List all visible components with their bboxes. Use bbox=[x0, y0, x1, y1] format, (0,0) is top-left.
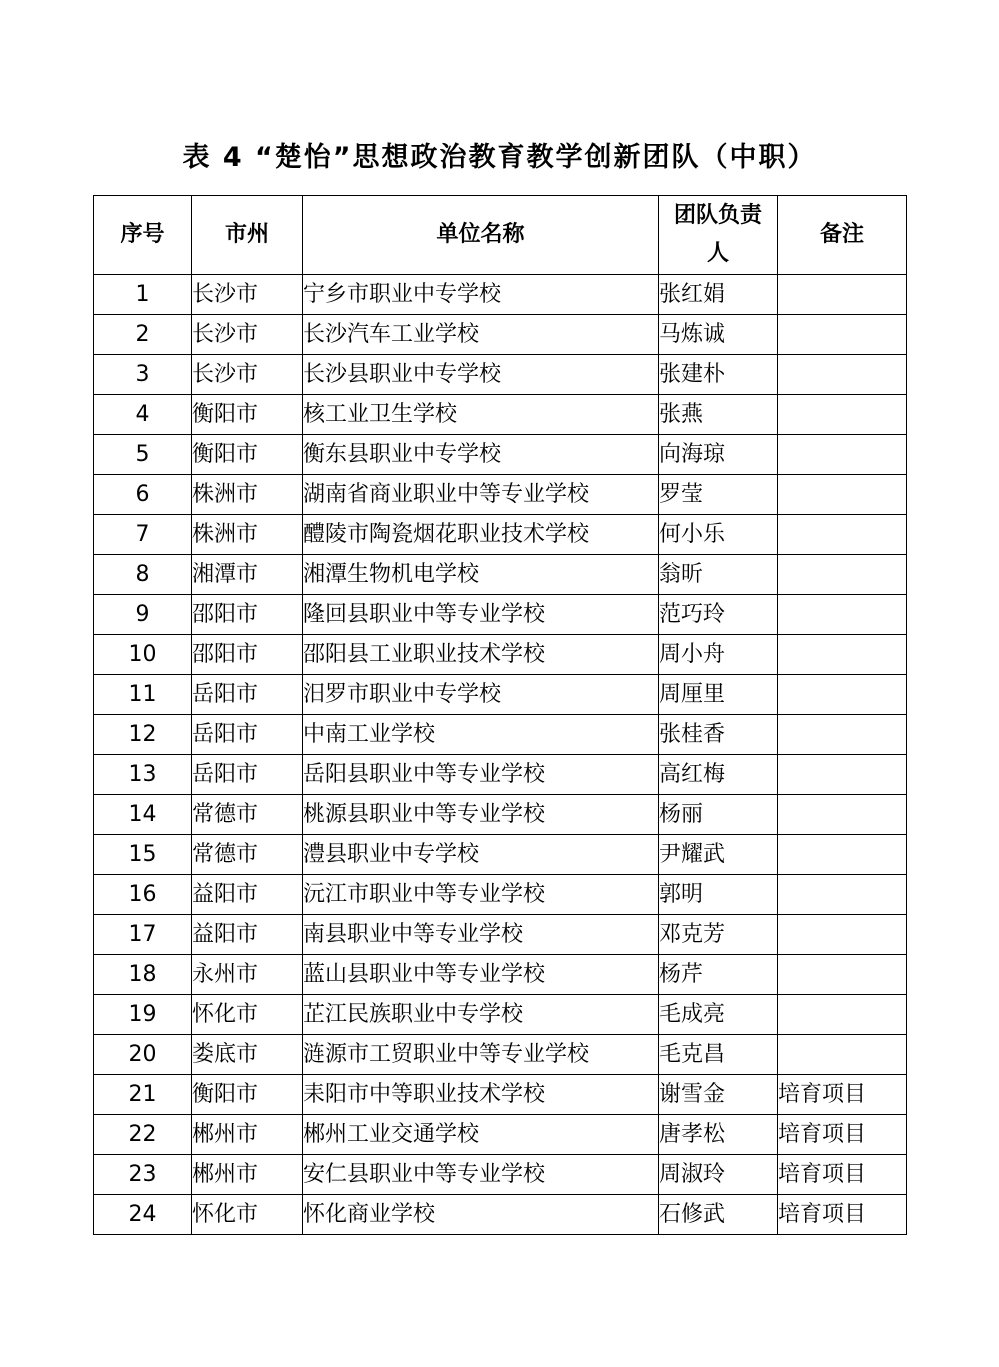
table-row bbox=[94, 635, 907, 675]
table-row bbox=[94, 1195, 907, 1235]
cell-unit: 怀化商业学校 bbox=[303, 1195, 659, 1235]
table-row bbox=[94, 435, 907, 475]
cell-no: 10 bbox=[94, 635, 192, 675]
cell-leader: 毛成亮 bbox=[659, 995, 778, 1035]
cell-leader: 张建朴 bbox=[659, 355, 778, 395]
table-row bbox=[94, 395, 907, 435]
table-row bbox=[94, 755, 907, 795]
table-header-row bbox=[94, 196, 907, 275]
cell-note bbox=[778, 955, 907, 995]
cell-leader: 杨丽 bbox=[659, 795, 778, 835]
table-row bbox=[94, 355, 907, 395]
table-row bbox=[94, 475, 907, 515]
table-row bbox=[94, 275, 907, 315]
cell-city: 岳阳市 bbox=[192, 675, 303, 715]
cell-city: 怀化市 bbox=[192, 995, 303, 1035]
cell-note bbox=[778, 675, 907, 715]
cell-city: 常德市 bbox=[192, 835, 303, 875]
cell-unit: 南县职业中等专业学校 bbox=[303, 915, 659, 955]
cell-city: 娄底市 bbox=[192, 1035, 303, 1075]
cell-city: 怀化市 bbox=[192, 1195, 303, 1235]
cell-unit: 湖南省商业职业中等专业学校 bbox=[303, 475, 659, 515]
cell-unit: 岳阳县职业中等专业学校 bbox=[303, 755, 659, 795]
cell-note: 培育项目 bbox=[778, 1115, 907, 1155]
cell-unit: 澧县职业中专学校 bbox=[303, 835, 659, 875]
cell-no: 16 bbox=[94, 875, 192, 915]
cell-no: 8 bbox=[94, 555, 192, 595]
cell-note bbox=[778, 275, 907, 315]
cell-leader: 谢雪金 bbox=[659, 1075, 778, 1115]
cell-no: 23 bbox=[94, 1155, 192, 1195]
header-no: 序号 bbox=[94, 196, 192, 275]
cell-unit: 中南工业学校 bbox=[303, 715, 659, 755]
cell-unit: 郴州工业交通学校 bbox=[303, 1115, 659, 1155]
cell-leader: 向海琼 bbox=[659, 435, 778, 475]
cell-no: 7 bbox=[94, 515, 192, 555]
cell-leader: 高红梅 bbox=[659, 755, 778, 795]
cell-unit: 蓝山县职业中等专业学校 bbox=[303, 955, 659, 995]
cell-leader: 张桂香 bbox=[659, 715, 778, 755]
cell-no: 6 bbox=[94, 475, 192, 515]
team-table bbox=[93, 195, 907, 1235]
cell-unit: 桃源县职业中等专业学校 bbox=[303, 795, 659, 835]
cell-unit: 醴陵市陶瓷烟花职业技术学校 bbox=[303, 515, 659, 555]
cell-leader: 尹耀武 bbox=[659, 835, 778, 875]
cell-leader: 范巧玲 bbox=[659, 595, 778, 635]
cell-no: 14 bbox=[94, 795, 192, 835]
table-row bbox=[94, 1035, 907, 1075]
table-row bbox=[94, 995, 907, 1035]
cell-city: 郴州市 bbox=[192, 1115, 303, 1155]
cell-note bbox=[778, 835, 907, 875]
table-row bbox=[94, 875, 907, 915]
cell-note bbox=[778, 795, 907, 835]
cell-leader: 罗莹 bbox=[659, 475, 778, 515]
cell-no: 2 bbox=[94, 315, 192, 355]
cell-no: 22 bbox=[94, 1115, 192, 1155]
cell-leader: 杨芹 bbox=[659, 955, 778, 995]
cell-no: 11 bbox=[94, 675, 192, 715]
cell-note: 培育项目 bbox=[778, 1155, 907, 1195]
cell-unit: 衡东县职业中专学校 bbox=[303, 435, 659, 475]
table-row bbox=[94, 955, 907, 995]
cell-note bbox=[778, 1035, 907, 1075]
cell-leader: 毛克昌 bbox=[659, 1035, 778, 1075]
cell-leader: 周淑玲 bbox=[659, 1155, 778, 1195]
cell-note bbox=[778, 555, 907, 595]
cell-leader: 马炼诚 bbox=[659, 315, 778, 355]
cell-note bbox=[778, 315, 907, 355]
cell-city: 长沙市 bbox=[192, 355, 303, 395]
cell-city: 郴州市 bbox=[192, 1155, 303, 1195]
table-row bbox=[94, 595, 907, 635]
table-row bbox=[94, 1155, 907, 1195]
header-leader bbox=[659, 196, 778, 275]
cell-city: 岳阳市 bbox=[192, 715, 303, 755]
cell-leader: 邓克芳 bbox=[659, 915, 778, 955]
cell-no: 17 bbox=[94, 915, 192, 955]
cell-no: 5 bbox=[94, 435, 192, 475]
cell-unit: 沅江市职业中等专业学校 bbox=[303, 875, 659, 915]
cell-note bbox=[778, 595, 907, 635]
cell-city: 永州市 bbox=[192, 955, 303, 995]
cell-note bbox=[778, 875, 907, 915]
table-row bbox=[94, 915, 907, 955]
cell-city: 常德市 bbox=[192, 795, 303, 835]
cell-note bbox=[778, 395, 907, 435]
cell-city: 益阳市 bbox=[192, 915, 303, 955]
table-body bbox=[94, 275, 907, 1235]
cell-city: 长沙市 bbox=[192, 315, 303, 355]
table-row bbox=[94, 835, 907, 875]
cell-city: 株洲市 bbox=[192, 475, 303, 515]
cell-unit: 宁乡市职业中专学校 bbox=[303, 275, 659, 315]
cell-leader: 郭明 bbox=[659, 875, 778, 915]
cell-leader: 张红娟 bbox=[659, 275, 778, 315]
table-row bbox=[94, 515, 907, 555]
table-row bbox=[94, 1075, 907, 1115]
cell-unit: 安仁县职业中等专业学校 bbox=[303, 1155, 659, 1195]
cell-no: 9 bbox=[94, 595, 192, 635]
cell-no: 24 bbox=[94, 1195, 192, 1235]
cell-no: 4 bbox=[94, 395, 192, 435]
cell-city: 邵阳市 bbox=[192, 635, 303, 675]
cell-no: 15 bbox=[94, 835, 192, 875]
header-leader-text: 团队负责人 bbox=[674, 203, 763, 266]
cell-no: 1 bbox=[94, 275, 192, 315]
header-city: 市州 bbox=[192, 196, 303, 275]
cell-leader: 张燕 bbox=[659, 395, 778, 435]
table-row bbox=[94, 675, 907, 715]
table-row bbox=[94, 555, 907, 595]
table-row bbox=[94, 715, 907, 755]
cell-city: 株洲市 bbox=[192, 515, 303, 555]
cell-note bbox=[778, 475, 907, 515]
table-row bbox=[94, 315, 907, 355]
cell-no: 20 bbox=[94, 1035, 192, 1075]
cell-no: 12 bbox=[94, 715, 192, 755]
cell-unit: 涟源市工贸职业中等专业学校 bbox=[303, 1035, 659, 1075]
cell-city: 岳阳市 bbox=[192, 755, 303, 795]
cell-note bbox=[778, 355, 907, 395]
header-unit: 单位名称 bbox=[303, 196, 659, 275]
cell-city: 益阳市 bbox=[192, 875, 303, 915]
cell-city: 衡阳市 bbox=[192, 435, 303, 475]
cell-leader: 石修武 bbox=[659, 1195, 778, 1235]
cell-note bbox=[778, 515, 907, 555]
header-note: 备注 bbox=[778, 196, 907, 275]
cell-city: 衡阳市 bbox=[192, 1075, 303, 1115]
cell-no: 3 bbox=[94, 355, 192, 395]
cell-unit: 芷江民族职业中专学校 bbox=[303, 995, 659, 1035]
cell-unit: 长沙汽车工业学校 bbox=[303, 315, 659, 355]
cell-note: 培育项目 bbox=[778, 1195, 907, 1235]
cell-city: 邵阳市 bbox=[192, 595, 303, 635]
cell-note bbox=[778, 915, 907, 955]
cell-note bbox=[778, 995, 907, 1035]
cell-leader: 何小乐 bbox=[659, 515, 778, 555]
cell-no: 18 bbox=[94, 955, 192, 995]
cell-leader: 唐孝松 bbox=[659, 1115, 778, 1155]
cell-leader: 周小舟 bbox=[659, 635, 778, 675]
cell-city: 长沙市 bbox=[192, 275, 303, 315]
document-title: 表 4 “楚怡”思想政治教育教学创新团队（中职） bbox=[182, 142, 817, 173]
table-row bbox=[94, 1115, 907, 1155]
cell-unit: 邵阳县工业职业技术学校 bbox=[303, 635, 659, 675]
cell-leader: 周厘里 bbox=[659, 675, 778, 715]
cell-unit: 湘潭生物机电学校 bbox=[303, 555, 659, 595]
cell-leader: 翁昕 bbox=[659, 555, 778, 595]
cell-no: 13 bbox=[94, 755, 192, 795]
cell-note bbox=[778, 755, 907, 795]
cell-note bbox=[778, 435, 907, 475]
cell-unit: 长沙县职业中专学校 bbox=[303, 355, 659, 395]
cell-city: 衡阳市 bbox=[192, 395, 303, 435]
table-row bbox=[94, 795, 907, 835]
cell-unit: 核工业卫生学校 bbox=[303, 395, 659, 435]
cell-note bbox=[778, 635, 907, 675]
cell-note: 培育项目 bbox=[778, 1075, 907, 1115]
cell-unit: 耒阳市中等职业技术学校 bbox=[303, 1075, 659, 1115]
cell-unit: 隆回县职业中等专业学校 bbox=[303, 595, 659, 635]
cell-no: 21 bbox=[94, 1075, 192, 1115]
cell-note bbox=[778, 715, 907, 755]
cell-no: 19 bbox=[94, 995, 192, 1035]
cell-unit: 汨罗市职业中专学校 bbox=[303, 675, 659, 715]
cell-city: 湘潭市 bbox=[192, 555, 303, 595]
